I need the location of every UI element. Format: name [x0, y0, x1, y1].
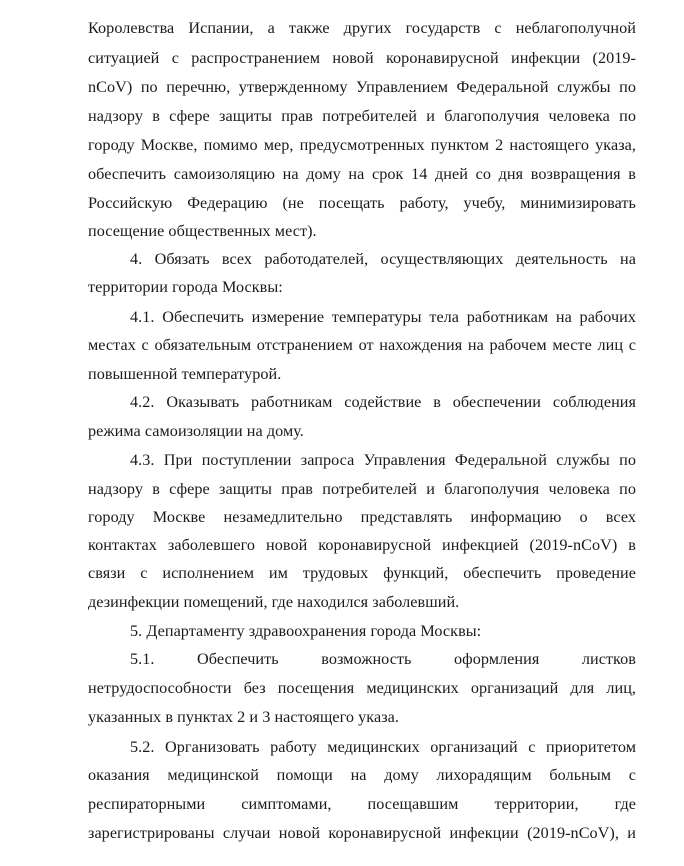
paragraph-4-3: 4.3. При поступлении запроса Управления Федеральной службы по [130, 451, 636, 469]
paragraph-5-heading: 5. Департаменту здравоохранения города Москвы: [130, 622, 482, 640]
text-line: ситуацией с распространением новой коронавирусной инфекции (2019- [88, 49, 636, 67]
text-line: указанных в пунктах 2 и 3 настоящего указа. [88, 708, 399, 726]
text-line: контактах заболевшего новой коронавирусной инфекцией (2019-nCoV) в [88, 536, 636, 554]
text-line: территории города Москвы: [88, 278, 283, 296]
text-line: посещение общественных мест). [88, 222, 317, 240]
text-line: Российскую Федерацию (не посещать работу, учебу, минимизировать [88, 194, 636, 212]
text-line: обеспечить самоизоляцию на дому на срок 14 дней со дня возвращения в [88, 165, 636, 183]
text-line: повышенной температурой. [88, 365, 282, 383]
paragraph-5-1: 5.1. Обеспечить возможность оформления листков [130, 650, 636, 668]
text-line: режима самоизоляции на дому. [88, 422, 304, 440]
paragraph-4-2: 4.2. Оказывать работникам содействие в обеспечении соблюдения [130, 393, 636, 411]
text-line: респираторными симптомами, посещавшим территории, где [88, 795, 636, 813]
text-line: зарегистрированы случаи новой коронавирусной инфекции (2019-nCoV), и [88, 824, 636, 842]
text-line: nCoV) по перечню, утвержденному Управлением Федеральной службы по [88, 78, 636, 96]
text-line: оказания медицинской помощи на дому лихорадящим больным с [88, 766, 636, 784]
text-line: нетрудоспособности без посещения медицинских организаций для лиц, [88, 679, 636, 697]
paragraph-4-heading: 4. Обязать всех работодателей, осуществляющих деятельность на [130, 250, 636, 268]
paragraph-5-2: 5.2. Организовать работу медицинских организаций с приоритетом [130, 738, 636, 756]
text-line: Королевства Испании, а также других государств с неблагополучной [88, 19, 636, 37]
text-line: местах с обязательным отстранением от нахождения на рабочем месте лиц с [88, 336, 636, 354]
text-line: дезинфекции помещений, где находился заболевший. [88, 593, 460, 611]
text-line: связи с исполнением им трудовых функций, обеспечить проведение [88, 564, 636, 582]
text-line: городу Москве незамедлительно представлять информацию о всех [88, 508, 636, 526]
text-line: надзору в сфере защиты прав потребителей и благополучия человека по [88, 480, 636, 498]
paragraph-4-1: 4.1. Обеспечить измерение температуры тела работникам на рабочих [130, 308, 636, 326]
text-line: городу Москве, помимо мер, предусмотренных пунктом 2 настоящего указа, [88, 136, 636, 154]
text-line: надзору в сфере защиты прав потребителей и благополучия человека по [88, 107, 636, 125]
